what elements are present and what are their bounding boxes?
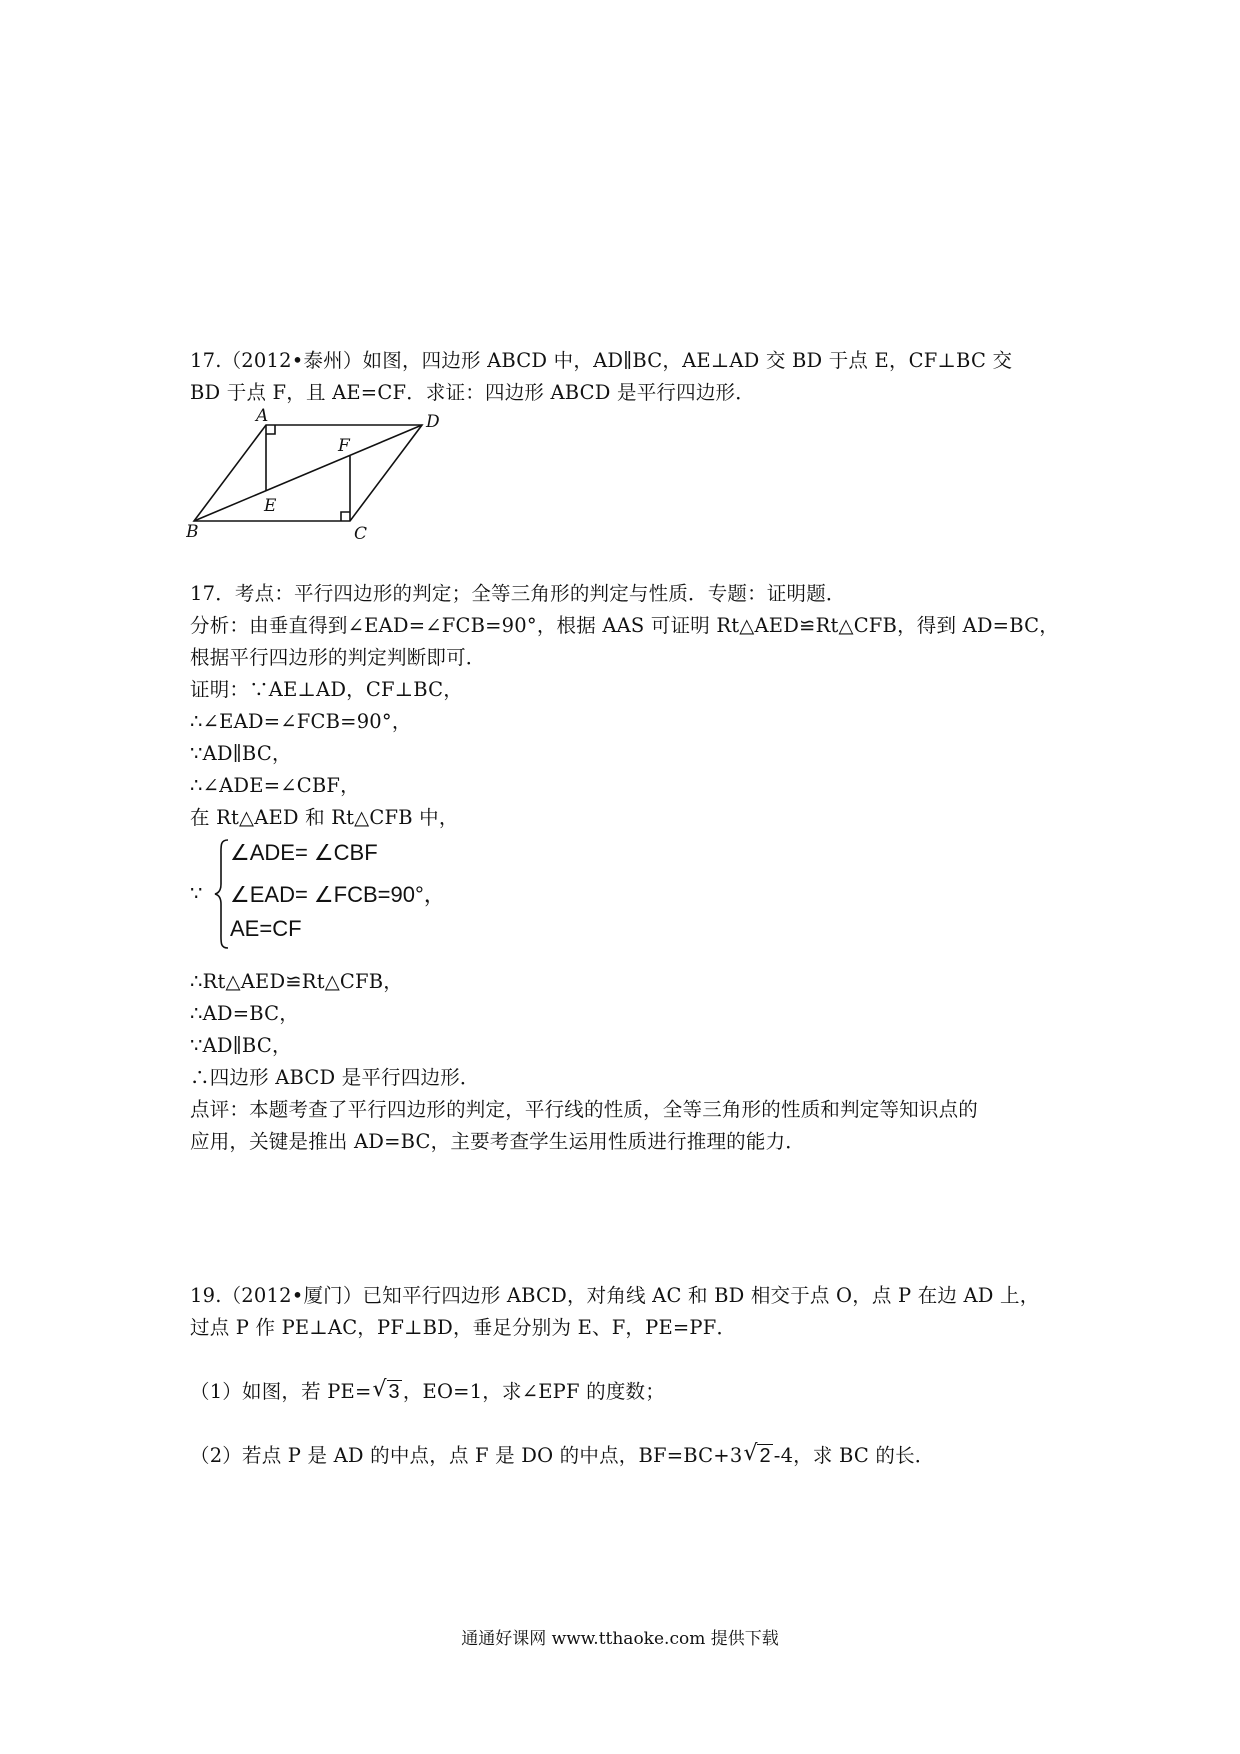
label-f: F bbox=[338, 436, 350, 456]
q19-part1-rest: ，EO=1，求∠EPF 的度数； bbox=[402, 1380, 665, 1403]
label-b: B bbox=[186, 522, 199, 542]
right-angle-mark-c bbox=[341, 512, 350, 521]
sqrt-argument: 3 bbox=[388, 1381, 400, 1403]
solution-kaodian: 17．考点：平行四边形的判定；全等三角形的判定与性质．专题：证明题． bbox=[190, 582, 846, 605]
q19-part2-text: （2）若点 P 是 AD 的中点，点 F 是 DO 的中点，BF=BC+3 bbox=[190, 1444, 743, 1467]
comment-line-2: 应用，关键是推出 AD=BC，主要考查学生运用性质进行推理的能力． bbox=[190, 1130, 805, 1153]
q17-line-1: 17.（2012•泰州）如图，四边形 ABCD 中，AD∥BC，AE⊥AD 交 BD 于点 E，CF⊥BC 交 bbox=[190, 349, 1013, 372]
q19-part1-text: （1）如图，若 PE= bbox=[190, 1380, 372, 1403]
proof-line-4: ∴∠ADE=∠CBF， bbox=[190, 774, 360, 797]
equation-1: ∠ADE= ∠CBF bbox=[230, 840, 378, 865]
sqrt-argument: 2 bbox=[759, 1445, 771, 1467]
parallelogram-figure bbox=[186, 405, 446, 545]
proof-line-5: 在 Rt△AED 和 Rt△CFB 中， bbox=[190, 806, 459, 829]
conclusion-line-1: ∴Rt△AED≌Rt△CFB， bbox=[190, 970, 404, 993]
comment-line-1: 点评：本题考查了平行四边形的判定，平行线的性质，全等三角形的性质和判定等知识点的 bbox=[190, 1098, 979, 1121]
conclusion-line-4: ∴四边形 ABCD 是平行四边形． bbox=[190, 1066, 480, 1089]
q19-line-2: 过点 P 作 PE⊥AC，PF⊥BD，垂足分别为 E、F，PE=PF． bbox=[190, 1316, 737, 1339]
sqrt-expression bbox=[743, 1440, 772, 1472]
left-brace-icon bbox=[214, 838, 230, 950]
conclusion-line-3: ∵AD∥BC， bbox=[190, 1034, 292, 1057]
proof-line-2: ∴∠EAD=∠FCB=90°， bbox=[190, 710, 412, 733]
page-footer: 通通好课网 www.tthaoke.com 提供下载 bbox=[461, 1629, 779, 1649]
label-d: D bbox=[426, 412, 440, 432]
right-angle-mark-a bbox=[266, 425, 275, 434]
radical-icon: √ bbox=[743, 1441, 758, 1466]
proof-line-1: 证明：∵AE⊥AD，CF⊥BC， bbox=[190, 678, 463, 701]
q17-line-2: BD 于点 F，且 AE=CF．求证：四边形 ABCD 是平行四边形． bbox=[190, 381, 755, 404]
q19-part2-rest: -4，求 BC 的长． bbox=[773, 1444, 935, 1467]
equation-3: AE=CF bbox=[230, 916, 302, 941]
conclusion-line-2: ∴AD=BC， bbox=[190, 1002, 299, 1025]
radical-icon: √ bbox=[372, 1377, 387, 1402]
because-symbol: ∵ bbox=[190, 882, 203, 905]
proof-line-3: ∵AD∥BC， bbox=[190, 742, 292, 765]
q19-part-1 bbox=[190, 1376, 665, 1408]
solution-analysis-2: 根据平行四边形的判定判断即可． bbox=[190, 646, 486, 669]
label-a: A bbox=[256, 406, 269, 426]
label-c: C bbox=[354, 524, 368, 544]
q19-line-1: 19.（2012•厦门）已知平行四边形 ABCD，对角线 AC 和 BD 相交于点 O，点 P 在边 AD 上， bbox=[190, 1284, 1040, 1307]
q19-part-2 bbox=[190, 1440, 935, 1472]
diagonal-bd bbox=[194, 425, 422, 521]
solution-analysis-1: 分析：由垂直得到∠EAD=∠FCB=90°，根据 AAS 可证明 Rt△AED≌Rt△CFB，得到 AD=BC， bbox=[190, 614, 1059, 637]
label-e: E bbox=[264, 496, 277, 516]
equation-system bbox=[190, 838, 610, 958]
equation-2: ∠EAD= ∠FCB=90°， bbox=[230, 882, 446, 907]
sqrt-expression bbox=[373, 1376, 402, 1408]
